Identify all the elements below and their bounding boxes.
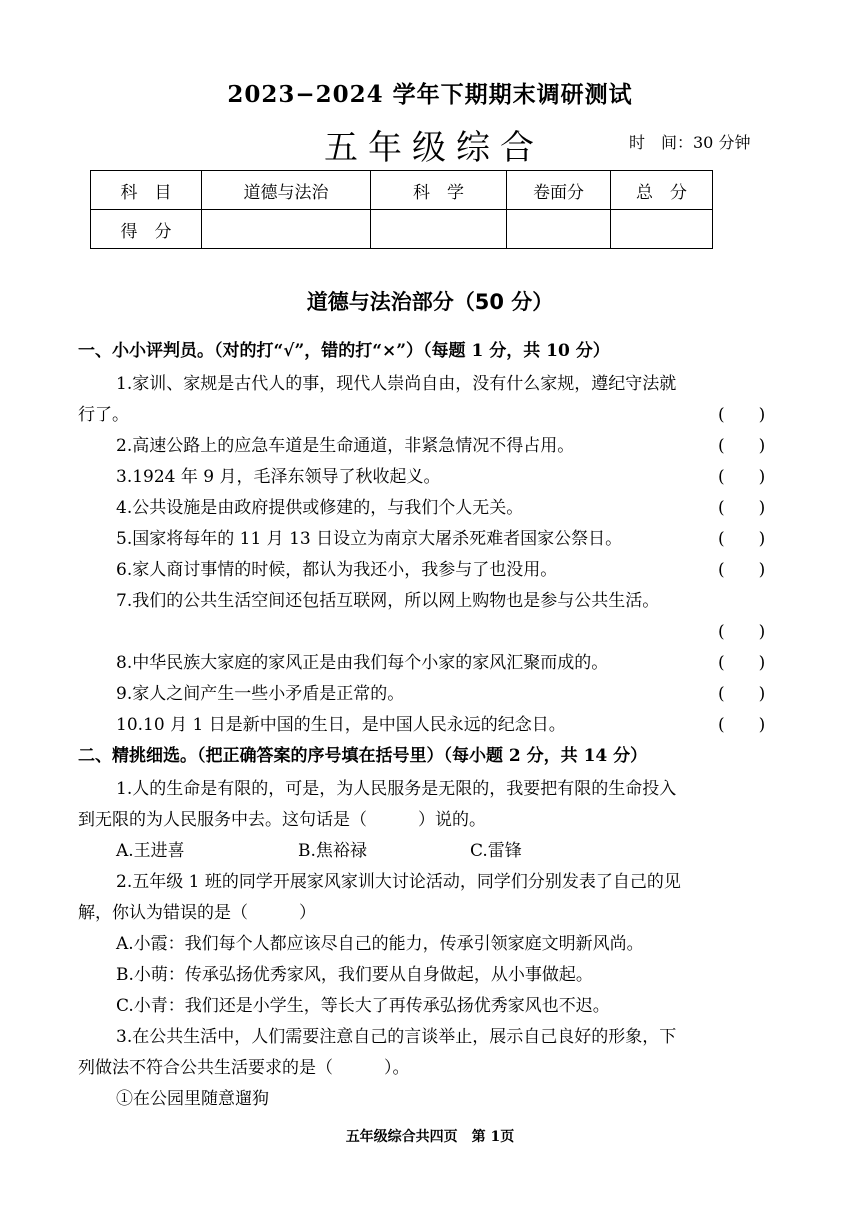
page-footer: 五年级综合共四页 第 1页 xyxy=(345,1129,515,1145)
part2-q2-line1: 2.五年级 1 班的同学开展家风家训大讨论活动，同学们分别发表了自己的见 xyxy=(116,872,681,892)
score-blank-morality[interactable] xyxy=(202,210,371,249)
part2-q3-line2: 列做法不符合公共生活要求的是（ ）。 xyxy=(78,1058,410,1078)
score-blank-science[interactable] xyxy=(371,210,507,249)
part1-q6: 6.家人商讨事情的时候，都认为我还小，我参与了也没用。 xyxy=(116,560,558,580)
part1-q7: 7.我们的公共生活空间还包括互联网，所以网上购物也是参与公共生活。 xyxy=(116,591,660,611)
time-limit: 时 间：30 分钟 xyxy=(629,133,751,152)
score-table-header-row xyxy=(91,171,713,210)
score-cell-label: 得 分 xyxy=(91,210,202,249)
part1-q3: 3.1924 年 9 月，毛泽东领导了秋收起义。 xyxy=(116,467,441,487)
part2-q1-line2: 到无限的为人民服务中去。这句话是（ ）说的。 xyxy=(78,810,486,830)
score-blank-total[interactable] xyxy=(611,210,713,249)
exam-title: 2023−2024 学年下期期末调研测试 xyxy=(227,81,633,108)
answer-blank-q7[interactable]: ( ) xyxy=(718,622,766,642)
answer-blank-q2[interactable]: ( ) xyxy=(718,436,766,456)
score-table xyxy=(90,170,713,249)
part2-heading: 二、精挑细选。（把正确答案的序号填在括号里）（每小题 2 分，共 14 分） xyxy=(78,746,648,766)
answer-blank-q3[interactable]: ( ) xyxy=(718,467,766,487)
part2-q3-item1: ①在公园里随意遛狗 xyxy=(116,1089,269,1109)
answer-blank-q6[interactable]: ( ) xyxy=(718,560,766,580)
part2-q1-option-b: B.焦裕禄 xyxy=(298,841,367,861)
exam-subtitle: 五年级综合 xyxy=(324,128,544,168)
part1-q9: 9.家人之间产生一些小矛盾是正常的。 xyxy=(116,684,405,704)
section-title: 道德与法治部分（50 分） xyxy=(306,290,554,314)
score-table-score-row xyxy=(91,210,713,249)
answer-blank-q5[interactable]: ( ) xyxy=(718,529,766,549)
score-cell-subject: 科 目 xyxy=(91,171,202,210)
part1-q4: 4.公共设施是由政府提供或修建的，与我们个人无关。 xyxy=(116,498,524,518)
part2-q1-option-c: C.雷锋 xyxy=(470,841,522,861)
part1-q10: 10.10 月 1 日是新中国的生日，是中国人民永远的纪念日。 xyxy=(116,715,566,735)
part1-q2: 2.高速公路上的应急车道是生命通道，非紧急情况不得占用。 xyxy=(116,436,575,456)
answer-blank-q4[interactable]: ( ) xyxy=(718,498,766,518)
part2-q2-option-b: B.小萌：传承弘扬优秀家风，我们要从自身做起，从小事做起。 xyxy=(116,965,593,985)
part1-q1-line2: 行了。 xyxy=(78,405,129,425)
part2-q1-line1: 1.人的生命是有限的，可是，为人民服务是无限的，我要把有限的生命投入 xyxy=(116,779,677,799)
answer-blank-q9[interactable]: ( ) xyxy=(718,684,766,704)
score-cell-morality: 道德与法治 xyxy=(202,171,371,210)
answer-blank-q1[interactable]: ( ) xyxy=(718,405,766,425)
part2-q2-option-a: A.小霞：我们每个人都应该尽自己的能力，传承引领家庭文明新风尚。 xyxy=(116,934,644,954)
part1-q5: 5.国家将每年的 11 月 13 日设立为南京大屠杀死难者国家公祭日。 xyxy=(116,529,623,549)
score-blank-neatness[interactable] xyxy=(507,210,611,249)
score-cell-science: 科 学 xyxy=(371,171,507,210)
score-cell-neatness: 卷面分 xyxy=(507,171,611,210)
answer-blank-q8[interactable]: ( ) xyxy=(718,653,766,673)
part2-q3-line1: 3.在公共生活中，人们需要注意自己的言谈举止，展示自己良好的形象，下 xyxy=(116,1027,677,1047)
part2-q2-option-c: C.小青：我们还是小学生，等长大了再传承弘扬优秀家风也不迟。 xyxy=(116,996,610,1016)
answer-blank-q10[interactable]: ( ) xyxy=(718,715,766,735)
part2-q2-line2: 解，你认为错误的是（ ） xyxy=(78,903,316,923)
part2-q1-option-a: A.王进喜 xyxy=(116,841,185,861)
part1-heading: 一、小小评判员。（对的打“√”，错的打“×”）（每题 1 分，共 10 分） xyxy=(78,341,610,361)
score-cell-total: 总 分 xyxy=(611,171,713,210)
part1-q1-line1: 1.家训、家规是古代人的事，现代人崇尚自由，没有什么家规，遵纪守法就 xyxy=(116,374,677,394)
part1-q8: 8.中华民族大家庭的家风正是由我们每个小家的家风汇聚而成的。 xyxy=(116,653,609,673)
